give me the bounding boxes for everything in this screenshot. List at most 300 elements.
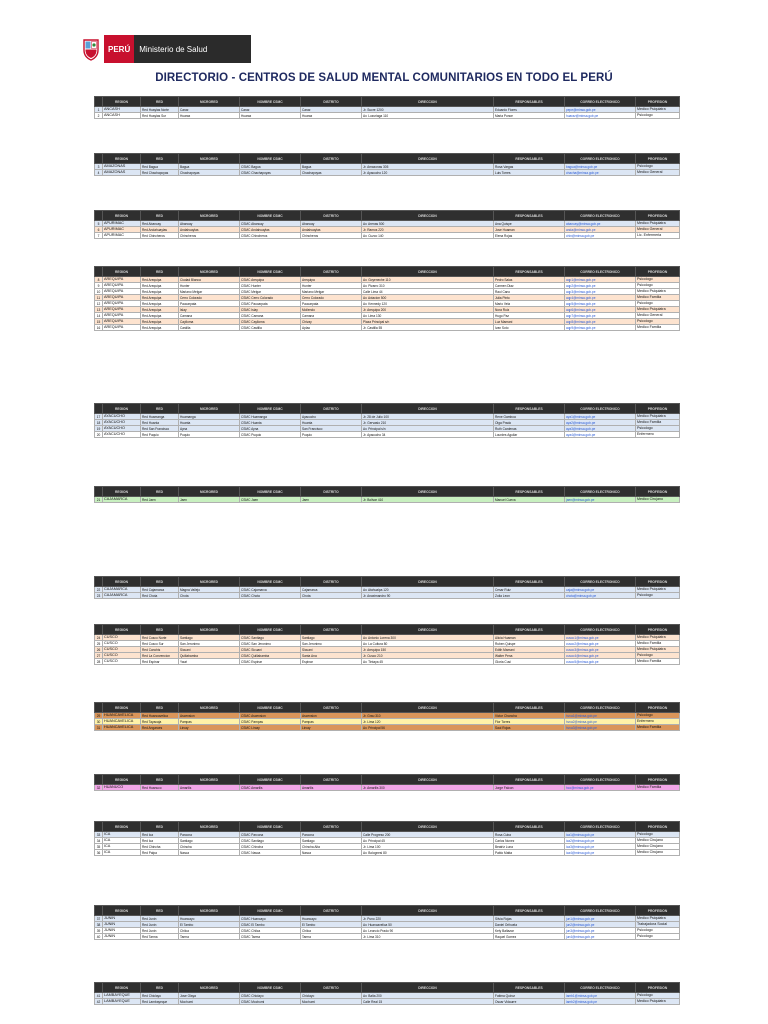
red-cell: Red Tayacaja xyxy=(141,719,179,725)
email-link[interactable]: jun2@minsa.gob.pe xyxy=(565,922,636,928)
region-cell: CUSCO xyxy=(103,641,141,647)
column-header: CORREO ELECTRONICO xyxy=(565,577,636,587)
row-number-header xyxy=(95,983,103,993)
name-cell: CSMC Chilca xyxy=(240,928,301,934)
email-link[interactable]: jun4@minsa.gob.pe xyxy=(565,934,636,940)
email-link[interactable]: aqp7@minsa.gob.pe xyxy=(565,313,636,319)
column-header: MICRORED xyxy=(179,577,240,587)
email-link[interactable]: ica2@minsa.gob.pe xyxy=(565,838,636,844)
resp-cell: Jorge Falcon xyxy=(494,785,565,791)
resp-cell: Rosa Vargas xyxy=(494,164,565,170)
email-link[interactable]: pepe@minsa.gob.pe xyxy=(565,107,636,113)
row-number: 17 xyxy=(95,414,103,420)
email-link[interactable]: jun3@minsa.gob.pe xyxy=(565,928,636,934)
red-cell: Red Junin xyxy=(141,916,179,922)
column-header: PROFESION xyxy=(636,267,680,277)
micro-cell: Huaraz xyxy=(179,113,240,119)
region-cell: AREQUIPA xyxy=(103,301,141,307)
micro-cell: Huancayo xyxy=(179,916,240,922)
profession-cell: Psicologo xyxy=(636,832,680,838)
dir-cell: Av. Arenas 500 xyxy=(362,221,494,227)
name-cell: CSMC Amarilis xyxy=(240,785,301,791)
table-header-row xyxy=(95,822,680,832)
column-header: DIRECCION xyxy=(362,211,494,221)
resp-cell: Manuel Cueva xyxy=(494,497,565,503)
profession-cell: Psicologo xyxy=(636,164,680,170)
region-cell: AYACUCHO xyxy=(103,426,141,432)
micro-cell: Yauri xyxy=(179,659,240,665)
table-row xyxy=(95,497,680,503)
column-header: REGION xyxy=(103,703,141,713)
region-cell: HUANCAVELICA xyxy=(103,719,141,725)
row-number: 22 xyxy=(95,587,103,593)
name-cell: CSMC Puquio xyxy=(240,432,301,438)
profession-cell: Medico Psiquiatra xyxy=(636,647,680,653)
red-cell: Red Junin xyxy=(141,928,179,934)
column-header: RESPONSABLES xyxy=(494,906,565,916)
dir-cell: Jr. Anaximandro 90 xyxy=(362,593,494,599)
column-header: NOMBRE CSMC xyxy=(240,487,301,497)
resp-cell: Walter Pena xyxy=(494,653,565,659)
email-link[interactable]: lamb2@minsa.gob.pe xyxy=(565,999,636,1005)
name-cell: CSMC Quillabamba xyxy=(240,653,301,659)
region-cell: ICA xyxy=(103,832,141,838)
micro-cell: Huamanga xyxy=(179,414,240,420)
resp-cell: Elena Rojas xyxy=(494,233,565,239)
email-link[interactable]: aqp5@minsa.gob.pe xyxy=(565,301,636,307)
region-table xyxy=(94,774,679,791)
dir-cell: Jr. Amazonas 305 xyxy=(362,164,494,170)
red-cell: Red Arequipa xyxy=(141,289,179,295)
column-header: MICRORED xyxy=(179,703,240,713)
region-cell: AREQUIPA xyxy=(103,283,141,289)
column-header: RESPONSABLES xyxy=(494,703,565,713)
region-cell: CUSCO xyxy=(103,647,141,653)
row-number: 29 xyxy=(95,713,103,719)
region-table xyxy=(94,210,679,239)
region-table xyxy=(94,266,679,331)
ministry-logo xyxy=(80,35,251,63)
red-cell: Red Ica xyxy=(141,838,179,844)
profession-cell: Medico Psiquiatra xyxy=(636,916,680,922)
dir-cell: Av. Leoncio Prado 90 xyxy=(362,928,494,934)
dist-cell: Pampas xyxy=(301,719,362,725)
column-header: CORREO ELECTRONICO xyxy=(565,625,636,635)
column-header: DIRECCION xyxy=(362,267,494,277)
profession-cell: Medico Familia xyxy=(636,659,680,665)
red-cell: Red Andahuaylas xyxy=(141,227,179,233)
email-link[interactable]: aqp9@minsa.gob.pe xyxy=(565,325,636,331)
row-number: 39 xyxy=(95,928,103,934)
column-header: DISTRITO xyxy=(301,983,362,993)
row-number: 26 xyxy=(95,647,103,653)
micro-cell: Mariano Melgar xyxy=(179,289,240,295)
dist-cell: Parcona xyxy=(301,832,362,838)
row-number: 35 xyxy=(95,844,103,850)
column-header: NOMBRE CSMC xyxy=(240,154,301,164)
row-number: 24 xyxy=(95,635,103,641)
email-link[interactable]: aya3@minsa.gob.pe xyxy=(565,426,636,432)
row-number: 37 xyxy=(95,916,103,922)
email-link[interactable]: aya1@minsa.gob.pe xyxy=(565,414,636,420)
dist-cell: Camana xyxy=(301,313,362,319)
dist-cell: Mollendo xyxy=(301,307,362,313)
dir-cell: Av. La Cultura 80 xyxy=(362,641,494,647)
red-cell: Red Jaen xyxy=(141,497,179,503)
table-header-row xyxy=(95,577,680,587)
name-cell: Huaraz xyxy=(240,113,301,119)
micro-cell: Chincheros xyxy=(179,233,240,239)
region-cell: AREQUIPA xyxy=(103,277,141,283)
dir-cell: Jr. Arequipa 150 xyxy=(362,647,494,653)
name-cell: CSMC Sicuani xyxy=(240,647,301,653)
email-link[interactable]: jaen@minsa.gob.pe xyxy=(565,497,636,503)
row-number: 18 xyxy=(95,420,103,426)
row-number-header xyxy=(95,487,103,497)
red-cell: Red Arequipa xyxy=(141,313,179,319)
email-link[interactable]: hco@minsa.gob.pe xyxy=(565,785,636,791)
column-header: RED xyxy=(141,267,179,277)
micro-cell: Caylloma xyxy=(179,319,240,325)
column-header: RESPONSABLES xyxy=(494,625,565,635)
resp-cell: Ruth Cardenas xyxy=(494,426,565,432)
column-header: PROFESION xyxy=(636,703,680,713)
dist-cell: Paucarpata xyxy=(301,301,362,307)
row-number-header xyxy=(95,404,103,414)
red-cell: Red Tarma xyxy=(141,934,179,940)
profession-cell: Psicologo xyxy=(636,593,680,599)
email-link[interactable]: cusco3@minsa.gob.pe xyxy=(565,647,636,653)
table-row xyxy=(95,432,680,438)
dist-cell: Cajamarca xyxy=(301,587,362,593)
region-cell: CAJAMARCA xyxy=(103,497,141,503)
row-number: 30 xyxy=(95,719,103,725)
column-header: PROFESION xyxy=(636,154,680,164)
micro-cell: Caraz xyxy=(179,107,240,113)
column-header: REGION xyxy=(103,154,141,164)
red-cell: Red Chincha xyxy=(141,844,179,850)
dir-cell: Av. Atahualpa 120 xyxy=(362,587,494,593)
table-row xyxy=(95,850,680,856)
row-number: 23 xyxy=(95,593,103,599)
region-cell: APURIMAC xyxy=(103,233,141,239)
column-header: DIRECCION xyxy=(362,97,494,107)
table-row xyxy=(95,934,680,940)
table-header-row xyxy=(95,404,680,414)
email-link[interactable]: ica4@minsa.gob.pe xyxy=(565,850,636,856)
row-number: 40 xyxy=(95,934,103,940)
row-number-header xyxy=(95,625,103,635)
email-link[interactable]: cusco4@minsa.gob.pe xyxy=(565,653,636,659)
column-header: RESPONSABLES xyxy=(494,983,565,993)
name-cell: CSMC Camana xyxy=(240,313,301,319)
column-header: REGION xyxy=(103,97,141,107)
column-header: DISTRITO xyxy=(301,154,362,164)
column-header: DIRECCION xyxy=(362,906,494,916)
dist-cell: Aplao xyxy=(301,325,362,331)
dist-cell: Cerro Colorado xyxy=(301,295,362,301)
name-cell: CSMC Hunter xyxy=(240,283,301,289)
column-header: MICRORED xyxy=(179,775,240,785)
red-cell: Red Arequipa xyxy=(141,301,179,307)
email-link[interactable]: aya2@minsa.gob.pe xyxy=(565,420,636,426)
red-cell: Red Huamanga xyxy=(141,414,179,420)
row-number: 41 xyxy=(95,993,103,999)
row-number: 11 xyxy=(95,295,103,301)
micro-cell: Cerro Colorado xyxy=(179,295,240,301)
table-header-row xyxy=(95,906,680,916)
email-link[interactable]: caja@minsa.gob.pe xyxy=(565,587,636,593)
dir-cell: Jr. Grau 310 xyxy=(362,713,494,719)
row-number-header xyxy=(95,211,103,221)
column-header: NOMBRE CSMC xyxy=(240,822,301,832)
region-cell: CUSCO xyxy=(103,659,141,665)
dist-cell: Huanta xyxy=(301,420,362,426)
column-header: CORREO ELECTRONICO xyxy=(565,211,636,221)
red-cell: Red Arequipa xyxy=(141,325,179,331)
dist-cell: Chiclayo xyxy=(301,993,362,999)
red-cell: Red Espinar xyxy=(141,659,179,665)
dist-cell: San Jeronimo xyxy=(301,641,362,647)
row-number: 20 xyxy=(95,432,103,438)
red-cell: Red Abancay xyxy=(141,221,179,227)
column-header: CORREO ELECTRONICO xyxy=(565,267,636,277)
column-header: NOMBRE CSMC xyxy=(240,211,301,221)
table-header-row xyxy=(95,775,680,785)
name-cell: CSMC Paucarpata xyxy=(240,301,301,307)
email-link[interactable]: aqp8@minsa.gob.pe xyxy=(565,319,636,325)
column-header: DIRECCION xyxy=(362,404,494,414)
name-cell: CSMC Arequipa xyxy=(240,277,301,283)
column-header: REGION xyxy=(103,267,141,277)
row-number: 9 xyxy=(95,283,103,289)
column-header: DISTRITO xyxy=(301,487,362,497)
email-link[interactable]: hvca1@minsa.gob.pe xyxy=(565,713,636,719)
column-header: NOMBRE CSMC xyxy=(240,703,301,713)
row-number-header xyxy=(95,154,103,164)
profession-cell: Medico Psiquiatra xyxy=(636,221,680,227)
micro-cell: Lircay xyxy=(179,725,240,731)
micro-cell: Puquio xyxy=(179,432,240,438)
column-header: REGION xyxy=(103,487,141,497)
name-cell: CSMC El Tambo xyxy=(240,922,301,928)
dist-cell: Chincha Alta xyxy=(301,844,362,850)
column-header: MICRORED xyxy=(179,211,240,221)
resp-cell: Mario Vela xyxy=(494,301,565,307)
row-number: 15 xyxy=(95,319,103,325)
row-number: 1 xyxy=(95,107,103,113)
row-number: 38 xyxy=(95,922,103,928)
name-cell: CSMC Nasca xyxy=(240,850,301,856)
red-cell: Red Chincheros xyxy=(141,233,179,239)
dist-cell: Caraz xyxy=(301,107,362,113)
name-cell: CSMC Chincha xyxy=(240,844,301,850)
resp-cell: Jose Huaman xyxy=(494,227,565,233)
dist-cell: Huancayo xyxy=(301,916,362,922)
email-link[interactable]: aqp1@minsa.gob.pe xyxy=(565,277,636,283)
profession-cell: Psicologo xyxy=(636,319,680,325)
name-cell: CSMC San Jeronimo xyxy=(240,641,301,647)
dir-cell: Av. Aviacion 500 xyxy=(362,295,494,301)
column-header: NOMBRE CSMC xyxy=(240,577,301,587)
column-header: PROFESION xyxy=(636,577,680,587)
email-link[interactable]: abancay@minsa.gob.pe xyxy=(565,221,636,227)
email-link[interactable]: aya4@minsa.gob.pe xyxy=(565,432,636,438)
red-cell: Red Huaylas Sur xyxy=(141,113,179,119)
column-header: PROFESION xyxy=(636,625,680,635)
region-cell: AREQUIPA xyxy=(103,319,141,325)
name-cell: CSMC Islay xyxy=(240,307,301,313)
column-header: MICRORED xyxy=(179,267,240,277)
email-link[interactable]: anda@minsa.gob.pe xyxy=(565,227,636,233)
micro-cell: Huanta xyxy=(179,420,240,426)
dir-cell: Jr. Ayacucho 34 xyxy=(362,432,494,438)
column-header: MICRORED xyxy=(179,822,240,832)
dir-cell: Av. Bolognesi 80 xyxy=(362,850,494,856)
region-cell: AYACUCHO xyxy=(103,414,141,420)
email-link[interactable]: cusco2@minsa.gob.pe xyxy=(565,641,636,647)
red-cell: Red Cusco Norte xyxy=(141,635,179,641)
profession-cell: Psicologo xyxy=(636,283,680,289)
micro-cell: Nasca xyxy=(179,850,240,856)
column-header: RED xyxy=(141,822,179,832)
region-cell: AYACUCHO xyxy=(103,432,141,438)
dist-cell: Hunter xyxy=(301,283,362,289)
name-cell: CSMC Santiago xyxy=(240,838,301,844)
micro-cell: Sicuani xyxy=(179,647,240,653)
micro-cell: Parcona xyxy=(179,832,240,838)
email-link[interactable]: aqp4@minsa.gob.pe xyxy=(565,295,636,301)
micro-cell: Chota xyxy=(179,593,240,599)
profession-cell: Medico Familia xyxy=(636,420,680,426)
red-cell: Red Arequipa xyxy=(141,295,179,301)
dist-cell: Abancay xyxy=(301,221,362,227)
micro-cell: Camana xyxy=(179,313,240,319)
email-link[interactable]: aqp6@minsa.gob.pe xyxy=(565,307,636,313)
column-header: PROFESION xyxy=(636,404,680,414)
dist-cell: Santa Ana xyxy=(301,653,362,659)
email-link[interactable]: aqp3@minsa.gob.pe xyxy=(565,289,636,295)
name-cell: CSMC Cajamarca xyxy=(240,587,301,593)
email-link[interactable]: lamb1@minsa.gob.pe xyxy=(565,993,636,999)
profession-cell: Lic. Enfermeria xyxy=(636,233,680,239)
micro-cell: Ayna xyxy=(179,426,240,432)
region-table xyxy=(94,403,679,438)
dir-cell: Jr. Lima 310 xyxy=(362,934,494,940)
dist-cell: Chivay xyxy=(301,319,362,325)
email-link[interactable]: hvca2@minsa.gob.pe xyxy=(565,719,636,725)
column-header: RED xyxy=(141,625,179,635)
column-header: MICRORED xyxy=(179,487,240,497)
dir-cell: Calle Lima 44 xyxy=(362,289,494,295)
column-header: RED xyxy=(141,404,179,414)
profession-cell: Psicologo xyxy=(636,113,680,119)
row-number: 6 xyxy=(95,227,103,233)
red-cell: Red Angaraes xyxy=(141,725,179,731)
column-header: REGION xyxy=(103,822,141,832)
profession-cell: Psicologo xyxy=(636,934,680,940)
profession-cell: Medico Familia xyxy=(636,325,680,331)
column-header: MICRORED xyxy=(179,97,240,107)
table-row xyxy=(95,999,680,1005)
region-cell: ICA xyxy=(103,844,141,850)
red-cell: Red Huanuco xyxy=(141,785,179,791)
profession-cell: Medico General xyxy=(636,313,680,319)
column-header: RED xyxy=(141,154,179,164)
micro-cell: Castilla xyxy=(179,325,240,331)
region-cell: AREQUIPA xyxy=(103,313,141,319)
column-header: MICRORED xyxy=(179,906,240,916)
region-cell: HUANCAVELICA xyxy=(103,713,141,719)
email-link[interactable]: hvca3@minsa.gob.pe xyxy=(565,725,636,731)
column-header: RED xyxy=(141,211,179,221)
micro-cell: Islay xyxy=(179,307,240,313)
email-link[interactable]: bagua@minsa.gob.pe xyxy=(565,164,636,170)
profession-cell: Medico General xyxy=(636,170,680,176)
email-link[interactable]: chota@minsa.gob.pe xyxy=(565,593,636,599)
dist-cell: Chincheros xyxy=(301,233,362,239)
dir-cell: Av. Lima 130 xyxy=(362,313,494,319)
red-cell: Red Cusco Sur xyxy=(141,641,179,647)
row-number: 27 xyxy=(95,653,103,659)
name-cell: CSMC Tarma xyxy=(240,934,301,940)
resp-cell: Ivan Soto xyxy=(494,325,565,331)
dist-cell: Santiago xyxy=(301,635,362,641)
email-link[interactable]: ica1@minsa.gob.pe xyxy=(565,832,636,838)
micro-cell: Magna Vallejo xyxy=(179,587,240,593)
micro-cell: Santiago xyxy=(179,838,240,844)
resp-cell: Oscar Vidaurre xyxy=(494,999,565,1005)
resp-cell: Alicia Huaman xyxy=(494,635,565,641)
resp-cell: Silvia Rojas xyxy=(494,916,565,922)
name-cell: CSMC Melgar xyxy=(240,289,301,295)
profession-cell: Medico Cirujano xyxy=(636,838,680,844)
row-number-header xyxy=(95,822,103,832)
table-row xyxy=(95,233,680,239)
column-header: REGION xyxy=(103,775,141,785)
profession-cell: Psicologo xyxy=(636,928,680,934)
dir-cell: Calle Real 15 xyxy=(362,999,494,1005)
dir-cell: Jr. Ayacucho 120 xyxy=(362,170,494,176)
row-number: 36 xyxy=(95,850,103,856)
red-cell: Red Canchis xyxy=(141,647,179,653)
row-number: 8 xyxy=(95,277,103,283)
email-link[interactable]: jun1@minsa.gob.pe xyxy=(565,916,636,922)
email-link[interactable]: cusco1@minsa.gob.pe xyxy=(565,635,636,641)
email-link[interactable]: chacha@minsa.gob.pe xyxy=(565,170,636,176)
micro-cell: Chachapoyas xyxy=(179,170,240,176)
email-link[interactable]: huaraz@minsa.gob.pe xyxy=(565,113,636,119)
resp-cell: Nora Ruiz xyxy=(494,307,565,313)
row-number: 32 xyxy=(95,785,103,791)
column-header: RESPONSABLES xyxy=(494,577,565,587)
column-header: DIRECCION xyxy=(362,487,494,497)
email-link[interactable]: aqp2@minsa.gob.pe xyxy=(565,283,636,289)
micro-cell: Abancay xyxy=(179,221,240,227)
resp-cell: Luz Mamani xyxy=(494,319,565,325)
resp-cell: Edith Mamani xyxy=(494,647,565,653)
email-link[interactable]: chin@minsa.gob.pe xyxy=(565,233,636,239)
email-link[interactable]: ica3@minsa.gob.pe xyxy=(565,844,636,850)
resp-cell: Carlos Nunez xyxy=(494,838,565,844)
column-header: RESPONSABLES xyxy=(494,267,565,277)
resp-cell: Gloria Cusi xyxy=(494,659,565,665)
region-cell: CAJAMARCA xyxy=(103,587,141,593)
column-header: MICRORED xyxy=(179,404,240,414)
micro-cell: Ascension xyxy=(179,713,240,719)
row-number-header xyxy=(95,267,103,277)
email-link[interactable]: cusco5@minsa.gob.pe xyxy=(565,659,636,665)
